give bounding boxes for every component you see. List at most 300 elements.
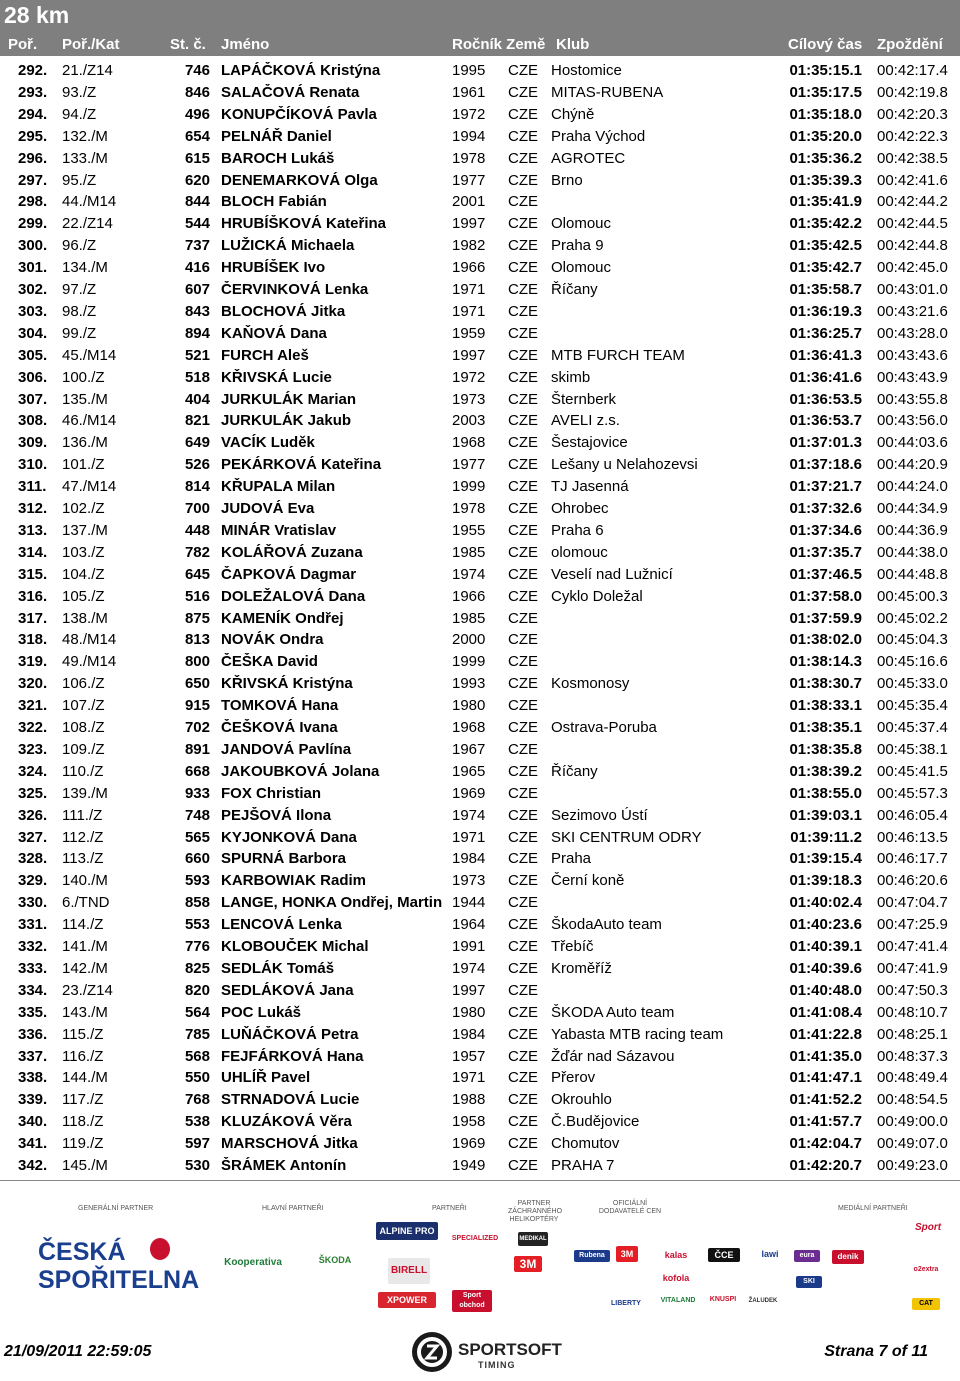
club-name: Kosmonosy [551, 675, 630, 693]
page-title: 28 km [4, 2, 70, 28]
athlete-name: KYJONKOVÁ Dana [221, 828, 357, 846]
athlete-name: JURKULÁK Marian [221, 390, 357, 408]
time-gap: 00:42:45.0 [877, 259, 948, 277]
birth-year: 1974 [452, 959, 486, 977]
birth-year: 1978 [452, 149, 486, 167]
country: CZE [508, 456, 538, 474]
country: CZE [508, 938, 538, 955]
club-name: Šternberk [551, 390, 617, 408]
club-name: skimb [551, 368, 591, 386]
header-name: Jméno [221, 36, 270, 53]
table-row [0, 980, 960, 1002]
finish-time: 01:39:11.2 [790, 828, 862, 846]
time-gap: 00:45:33.0 [877, 675, 948, 693]
finish-time: 01:36:25.7 [789, 324, 862, 342]
start-number: 891 [184, 740, 210, 758]
time-gap: 00:46:20.6 [877, 872, 948, 890]
athlete-name: BAROCH Lukáš [221, 149, 335, 167]
table-row [0, 1002, 960, 1024]
category-rank: 113./Z [62, 850, 104, 868]
category-rank: 105./Z [62, 587, 105, 605]
category-rank: 107./Z [62, 697, 105, 715]
athlete-name: JURKULÁK Jakub [221, 412, 352, 430]
birth-year: 1967 [452, 740, 486, 758]
start-number: 518 [184, 368, 210, 386]
sportsoft-logo-icon [412, 1332, 452, 1372]
club-name: Přerov [551, 1069, 596, 1087]
time-gap: 00:42:17.4 [877, 62, 948, 79]
country: CZE [508, 719, 538, 736]
athlete-name: PEKÁRKOVÁ Kateřina [221, 456, 382, 474]
position: 313. [18, 521, 48, 539]
finish-time: 01:36:19.3 [789, 302, 862, 320]
time-gap: 00:47:41.9 [877, 959, 948, 977]
finish-time: 01:37:58.0 [789, 587, 862, 605]
start-number: 700 [184, 500, 210, 517]
birth-year: 1961 [452, 83, 486, 101]
athlete-name: BLOCH Fabián [221, 193, 327, 211]
position: 297. [18, 171, 48, 189]
country: CZE [508, 653, 538, 671]
birth-year: 1988 [452, 1091, 486, 1109]
birth-year: 1973 [452, 390, 486, 408]
finish-time: 01:36:41.3 [789, 346, 862, 364]
athlete-name: KŘIVSKÁ Kristýna [221, 675, 353, 693]
table-row [0, 1089, 960, 1111]
finish-time: 01:35:58.7 [789, 281, 862, 298]
table-row [0, 454, 960, 476]
zaludek-logo: ŽALUDEK [748, 1298, 778, 1304]
table-row [0, 542, 960, 564]
position: 323. [18, 740, 48, 758]
table-row [0, 761, 960, 783]
athlete-name: STRNADOVÁ Lucie [221, 1091, 360, 1109]
athlete-name: KŘUPALA Milan [221, 478, 336, 496]
birth-year: 1959 [452, 324, 486, 342]
header-club: Klub [556, 36, 590, 53]
athlete-name: ČERVINKOVÁ Lenka [221, 281, 369, 298]
ceska-sporitelna-logo [38, 1238, 199, 1294]
country: CZE [508, 500, 538, 517]
club-name: Praha Východ [551, 127, 646, 145]
finish-time: 01:41:52.2 [789, 1091, 862, 1109]
time-gap: 00:48:54.5 [877, 1091, 948, 1109]
position: 342. [18, 1157, 48, 1174]
birth-year: 1991 [452, 938, 486, 955]
country: CZE [508, 916, 538, 934]
country: CZE [508, 959, 538, 977]
finish-time: 01:37:01.3 [789, 434, 862, 452]
finish-time: 01:38:39.2 [789, 762, 862, 780]
page-indicator: Strana 7 of 11 [824, 1343, 928, 1360]
sporitelna-label: SPOŘITELNA [38, 1266, 200, 1294]
header-pos: Poř. [8, 36, 38, 53]
birth-year: 1971 [452, 302, 486, 320]
start-number: 416 [184, 259, 210, 277]
birth-year: 1965 [452, 762, 486, 780]
category-rank: 22./Z14 [62, 215, 113, 233]
time-gap: 00:42:38.5 [877, 149, 948, 167]
finish-time: 01:38:35.1 [789, 719, 862, 736]
start-number: 526 [184, 456, 210, 474]
table-row [0, 323, 960, 345]
birth-year: 1977 [452, 456, 486, 474]
position: 293. [18, 83, 48, 101]
club-name: Okrouhlo [551, 1091, 612, 1109]
position: 341. [18, 1135, 48, 1153]
club-name: Ohrobec [551, 500, 609, 517]
table-row [0, 1111, 960, 1133]
table-row [0, 126, 960, 148]
birth-year: 1944 [452, 894, 486, 912]
main-partners-label: HLAVNÍ PARTNEŘI [262, 1205, 324, 1212]
start-number: 650 [184, 675, 210, 693]
category-rank: 23./Z14 [62, 981, 113, 999]
position: 300. [18, 237, 48, 255]
category-rank: 141./M [62, 938, 108, 955]
o2extra-logo: o2extra [913, 1266, 939, 1273]
start-number: 404 [184, 390, 210, 408]
athlete-name: PELNÁŘ Daniel [221, 127, 332, 145]
birth-year: 1993 [452, 675, 486, 693]
athlete-name: JUDOVÁ Eva [221, 500, 315, 517]
club-name: Černí koně [551, 872, 625, 890]
start-number: 825 [184, 959, 210, 977]
country: CZE [508, 675, 538, 693]
club-name: ŠKODA Auto team [551, 1003, 675, 1021]
sponsor-divider [0, 1180, 960, 1181]
country: CZE [508, 1025, 538, 1043]
category-rank: 45./M14 [62, 346, 117, 364]
position: 296. [18, 149, 48, 167]
club-name: Olomouc [551, 259, 612, 277]
category-rank: 99./Z [62, 324, 97, 342]
athlete-name: LUŇÁČKOVÁ Petra [221, 1025, 359, 1043]
category-rank: 98./Z [62, 302, 97, 320]
print-datetime: 21/09/2011 22:59:05 [4, 1343, 152, 1360]
table-row [0, 1155, 960, 1177]
athlete-name: LUŽICKÁ Michaela [221, 237, 355, 255]
category-rank: 114./Z [62, 916, 104, 934]
finish-time: 01:37:46.5 [789, 565, 862, 583]
category-rank: 143./M [62, 1003, 108, 1021]
birth-year: 1964 [452, 916, 486, 934]
category-rank: 95./Z [62, 171, 97, 189]
finish-time: 01:40:39.1 [789, 938, 862, 955]
country: CZE [508, 762, 538, 780]
start-number: 550 [184, 1069, 210, 1087]
3m-supplier-logo: 3M [616, 1246, 638, 1262]
athlete-name: ČEŠKA David [221, 653, 318, 671]
finish-time: 01:38:30.7 [789, 675, 862, 693]
club-name: Olomouc [551, 215, 612, 233]
finish-time: 01:38:02.0 [789, 631, 862, 649]
country: CZE [508, 850, 538, 868]
category-rank: 144./M [62, 1069, 108, 1087]
time-gap: 00:49:07.0 [877, 1135, 948, 1153]
time-gap: 00:49:00.0 [877, 1113, 948, 1131]
category-rank: 49./M14 [62, 653, 117, 671]
position: 311. [18, 478, 47, 496]
media-partners-label: MEDIÁLNÍ PARTNEŘI [838, 1205, 908, 1212]
category-rank: 110./Z [62, 762, 104, 780]
table-row [0, 104, 960, 126]
header-finish-time: Cílový čas [788, 36, 863, 53]
position: 299. [18, 215, 48, 233]
position: 325. [18, 784, 48, 802]
position: 335. [18, 1003, 48, 1021]
time-gap: 00:43:28.0 [877, 324, 948, 342]
club-name: Č.Budějovice [551, 1113, 640, 1131]
birth-year: 1971 [452, 828, 486, 846]
country: CZE [508, 105, 538, 123]
athlete-name: KONUPČÍKOVÁ Pavla [221, 105, 377, 123]
athlete-name: KLUZÁKOVÁ Věra [221, 1113, 352, 1131]
category-rank: 134./M [62, 259, 108, 277]
category-rank: 21./Z14 [62, 62, 113, 79]
country: CZE [508, 171, 538, 189]
finish-time: 01:36:53.7 [789, 412, 862, 430]
time-gap: 00:44:34.9 [877, 500, 948, 517]
start-number: 776 [184, 938, 210, 955]
category-rank: 104./Z [62, 565, 105, 583]
table-row [0, 848, 960, 870]
birth-year: 1971 [452, 1069, 486, 1087]
country: CZE [508, 1069, 538, 1087]
position: 333. [18, 959, 48, 977]
start-number: 448 [184, 521, 210, 539]
start-number: 894 [184, 324, 210, 342]
time-gap: 00:42:20.3 [877, 105, 948, 123]
finish-time: 01:35:42.7 [789, 259, 862, 277]
category-rank: 101./Z [62, 456, 105, 474]
finish-time: 01:35:15.1 [789, 62, 862, 79]
time-gap: 00:48:10.7 [877, 1003, 948, 1021]
general-partner-label: GENERÁLNÍ PARTNER [78, 1205, 154, 1212]
country: CZE [508, 1135, 538, 1153]
start-number: 607 [184, 281, 210, 298]
position: 338. [18, 1069, 48, 1087]
country: CZE [508, 894, 538, 912]
category-rank: 48./M14 [62, 631, 117, 649]
athlete-name: ČEŠKOVÁ Ivana [221, 719, 338, 736]
vitaland-logo: VITALAND [660, 1297, 696, 1304]
birth-year: 1980 [452, 697, 486, 715]
athlete-name: LENCOVÁ Lenka [221, 916, 342, 934]
birth-year: 1999 [452, 478, 486, 496]
start-number: 814 [184, 478, 210, 496]
position: 307. [18, 390, 48, 408]
position: 324. [18, 762, 48, 780]
table-row [0, 82, 960, 104]
birth-year: 1966 [452, 587, 486, 605]
time-gap: 00:46:17.7 [877, 850, 948, 868]
table-row [0, 870, 960, 892]
finish-time: 01:35:41.9 [789, 193, 862, 211]
table-row [0, 301, 960, 323]
time-gap: 00:46:05.4 [877, 806, 948, 824]
category-rank: 140./M [62, 872, 108, 890]
position: 306. [18, 368, 48, 386]
cce-logo: ČCE [708, 1248, 740, 1262]
table-row [0, 651, 960, 673]
table-row [0, 914, 960, 936]
category-rank: 46./M14 [62, 412, 117, 430]
country: CZE [508, 981, 538, 999]
country: CZE [508, 1091, 538, 1109]
position: 305. [18, 346, 48, 364]
athlete-name: KAMENÍK Ondřej [221, 609, 344, 627]
time-gap: 00:43:56.0 [877, 412, 948, 430]
table-row [0, 936, 960, 958]
finish-time: 01:35:18.0 [789, 105, 862, 123]
category-rank: 142./M [62, 959, 108, 977]
kooperativa-logo: Kooperativa [224, 1256, 282, 1268]
time-gap: 00:44:38.0 [877, 543, 948, 561]
time-gap: 00:43:43.9 [877, 368, 948, 386]
country: CZE [508, 872, 538, 890]
category-rank: 136./M [62, 434, 108, 452]
club-name: Brno [551, 171, 583, 189]
start-number: 538 [184, 1113, 210, 1131]
category-rank: 133./M [62, 149, 108, 167]
finish-time: 01:40:48.0 [789, 981, 862, 999]
time-gap: 00:45:57.3 [877, 784, 948, 802]
category-rank: 116./Z [62, 1047, 104, 1065]
start-number: 820 [184, 981, 210, 999]
specialized-logo: SPECIALIZED [452, 1235, 498, 1242]
start-number: 800 [184, 653, 210, 671]
sport-obchod-logo: Sport obchod [452, 1290, 492, 1312]
medikal-logo: MEDIKAL [518, 1232, 548, 1246]
rescue-partner-label: PARTNER ZÁCHRANNÉHO HELIKOPTÉRY [508, 1200, 563, 1223]
position: 330. [18, 894, 48, 912]
finish-time: 01:36:41.6 [789, 368, 862, 386]
ceska-sporitelna-emblem-icon [150, 1238, 170, 1260]
birell-logo: BIRELL [388, 1258, 430, 1284]
table-row [0, 1067, 960, 1089]
position: 329. [18, 872, 48, 890]
birth-year: 1955 [452, 521, 486, 539]
category-rank: 137./M [62, 521, 108, 539]
finish-time: 01:36:53.5 [789, 390, 862, 408]
table-row [0, 60, 960, 82]
club-name: Kroměříž [551, 959, 612, 977]
club-name: Žďár nad Sázavou [551, 1047, 675, 1065]
eura-logo: eura [794, 1250, 820, 1262]
birth-year: 1994 [452, 127, 486, 145]
country: CZE [508, 806, 538, 824]
time-gap: 00:48:49.4 [877, 1069, 948, 1087]
start-number: 746 [184, 62, 210, 79]
table-row [0, 367, 960, 389]
club-name: Říčany [551, 281, 598, 298]
club-name: TJ Jasenná [551, 478, 629, 496]
birth-year: 1984 [452, 1025, 486, 1043]
birth-year: 1968 [452, 434, 486, 452]
finish-time: 01:37:18.6 [789, 456, 862, 474]
finish-time: 01:40:39.6 [789, 959, 862, 977]
category-rank: 96./Z [62, 237, 97, 255]
birth-year: 1997 [452, 346, 486, 364]
birth-year: 1974 [452, 806, 486, 824]
athlete-name: BLOCHOVÁ Jitka [221, 302, 346, 320]
time-gap: 00:47:41.4 [877, 938, 948, 955]
table-row [0, 279, 960, 301]
club-name: AVELI z.s. [551, 412, 620, 430]
club-name: Praha 9 [551, 237, 604, 255]
birth-year: 1969 [452, 784, 486, 802]
country: CZE [508, 631, 538, 649]
finish-time: 01:35:39.3 [789, 171, 862, 189]
finish-time: 01:35:36.2 [789, 149, 862, 167]
club-name: Lešany u Nelahozevsi [551, 456, 698, 474]
start-number: 660 [184, 850, 210, 868]
time-gap: 00:44:48.8 [877, 565, 948, 583]
club-name: Třebíč [551, 938, 594, 955]
finish-time: 01:37:34.6 [789, 521, 862, 539]
position: 336. [18, 1025, 48, 1043]
time-gap: 00:44:03.6 [877, 434, 948, 452]
athlete-name: NOVÁK Ondra [221, 631, 324, 649]
country: CZE [508, 697, 538, 715]
table-row [0, 805, 960, 827]
ceska-label: ČESKÁ [38, 1238, 126, 1266]
time-gap: 00:45:38.1 [877, 740, 948, 758]
country: CZE [508, 83, 538, 101]
time-gap: 00:44:24.0 [877, 478, 948, 496]
alpine-pro-logo: ALPINE PRO [376, 1222, 438, 1240]
category-rank: 6./TND [62, 894, 110, 912]
time-gap: 00:48:25.1 [877, 1025, 948, 1043]
table-row [0, 1133, 960, 1155]
athlete-name: LAPÁČKOVÁ Kristýna [221, 62, 381, 79]
category-rank: 119./Z [62, 1135, 104, 1153]
prize-suppliers-label: OFICIÁLNÍ DODAVATELÉ CEN [598, 1200, 662, 1215]
country: CZE [508, 565, 538, 583]
country: CZE [508, 127, 538, 145]
finish-time: 01:37:32.6 [789, 500, 862, 517]
position: 301. [18, 259, 48, 277]
athlete-name: POC Lukáš [221, 1003, 302, 1021]
athlete-name: SEDLÁKOVÁ Jana [221, 981, 354, 999]
category-rank: 118./Z [62, 1113, 104, 1131]
birth-year: 1997 [452, 981, 486, 999]
category-rank: 93./Z [62, 83, 97, 101]
position: 317. [18, 609, 48, 627]
birth-year: 1972 [452, 368, 486, 386]
athlete-name: JANDOVÁ Pavlína [221, 740, 352, 758]
header-category: Poř./Kat [62, 36, 120, 53]
start-number: 530 [184, 1157, 210, 1174]
category-rank: 112./Z [62, 828, 104, 846]
position: 321. [18, 697, 48, 715]
country: CZE [508, 543, 538, 561]
finish-time: 01:37:59.9 [789, 609, 862, 627]
position: 331. [18, 916, 48, 934]
category-rank: 108./Z [62, 719, 105, 736]
country: CZE [508, 324, 538, 342]
denik-logo: denik [832, 1250, 864, 1264]
birth-year: 1972 [452, 105, 486, 123]
finish-time: 01:35:42.5 [789, 237, 862, 255]
table-row [0, 586, 960, 608]
finish-time: 01:37:35.7 [789, 543, 862, 561]
finish-time: 01:39:18.3 [789, 872, 862, 890]
time-gap: 00:43:21.6 [877, 302, 948, 320]
birth-year: 1971 [452, 281, 486, 298]
country: CZE [508, 784, 538, 802]
